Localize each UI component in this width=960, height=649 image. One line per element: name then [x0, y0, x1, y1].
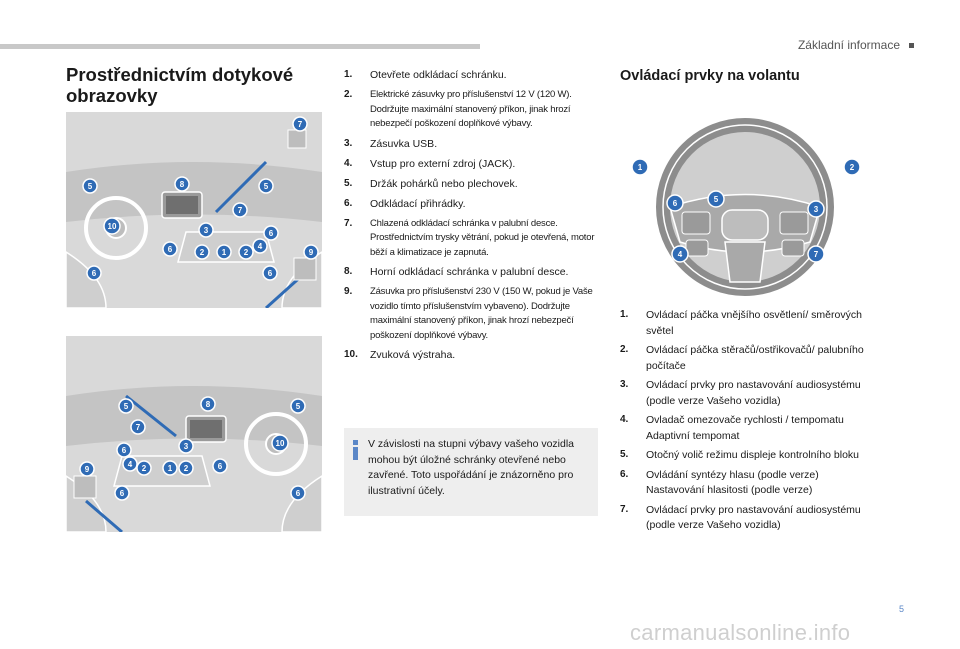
- info-icon: [353, 440, 359, 460]
- list-item: 6. Ovládání syntézy hlasu (podle verze) Nastavování hlasitosti (podle verze): [620, 468, 819, 496]
- svg-text:6: 6: [167, 245, 173, 254]
- list-item: 5. Otočný volič režimu displeje kontrolního bloku: [620, 449, 860, 461]
- page-number: 5: [898, 604, 904, 614]
- section-title: Základní informace: [797, 38, 900, 52]
- svg-text:2: 2: [243, 248, 249, 257]
- steering-controls-title: Ovládací prvky na volantu: [620, 68, 800, 84]
- svg-text:6: 6: [295, 489, 301, 498]
- svg-text:1: 1: [637, 163, 643, 172]
- list-item: 7. Chlazená odkládací schránka v palubní desce. Prostřednictvím trysky větrání, pokud je otevřená, motor běží a klimatizace je zapnutá.: [344, 217, 595, 258]
- list-item: 10. Zvuková výstraha.: [344, 349, 456, 361]
- section-marker: [909, 43, 914, 48]
- svg-text:2: 2: [141, 464, 147, 473]
- storage-list: [344, 68, 600, 368]
- list-item: 3. Zásuvka USB.: [344, 137, 438, 150]
- list-item: 1. Otevřete odkládací schránku.: [344, 69, 507, 81]
- page-title: [66, 64, 316, 106]
- svg-text:10: 10: [107, 222, 117, 231]
- list-item: 3. Ovládací prvky pro nastavování audiosystému (podle verze Vašeho vozidla): [620, 379, 861, 407]
- info-note-text: V závislosti na stupni výbavy vašeho vozidla mohou být úložné schránky otevřené nebo zavřené. Toto uspořádání je znázorněno pro ilustrativní účely.: [368, 438, 575, 497]
- svg-text:6: 6: [672, 199, 678, 208]
- svg-text:5: 5: [713, 195, 719, 204]
- steering-controls-list: [620, 308, 880, 538]
- svg-text:7: 7: [135, 423, 141, 432]
- dashboard-illustration-lhd: [66, 112, 322, 308]
- svg-text:4: 4: [127, 460, 133, 469]
- svg-text:6: 6: [121, 446, 127, 455]
- list-item: 4. Vstup pro externí zdroj (JACK).: [344, 157, 516, 170]
- svg-text:5: 5: [295, 402, 301, 411]
- svg-text:3: 3: [813, 205, 819, 214]
- dashboard-illustration-rhd: [66, 336, 322, 532]
- svg-text:7: 7: [297, 120, 303, 129]
- page-title-line-2: obrazovky: [66, 85, 158, 106]
- dashboard-lhd-drawing: [66, 112, 322, 308]
- svg-text:2: 2: [199, 248, 205, 257]
- list-item: 6. Odkládací přihrádky.: [344, 197, 466, 210]
- svg-text:4: 4: [677, 250, 683, 259]
- svg-text:1: 1: [221, 248, 227, 257]
- list-item: 7. Ovládací prvky pro nastavování audiosystému (podle verze Vašeho vozidla): [620, 503, 861, 531]
- list-item: 9. Zásuvka pro příslušenství 230 V (150 W, pokud je Vaše vozidlo tímto příslušenstvím vybaveno). Dodržujte maximální stanovený příkon, jinak hrozí nebezpečí poškození doplňkové výbavy.: [344, 286, 593, 341]
- svg-text:3: 3: [203, 226, 209, 235]
- list-item: 2. Ovládací páčka stěračů/ostřikovačů/ palubního počítače: [620, 344, 864, 372]
- svg-text:3: 3: [183, 442, 189, 451]
- svg-text:7: 7: [237, 206, 243, 215]
- svg-text:5: 5: [87, 182, 93, 191]
- info-note: [344, 428, 598, 516]
- svg-text:5: 5: [263, 182, 269, 191]
- list-item: 5. Držák pohárků nebo plechovek.: [344, 177, 518, 190]
- svg-text:7: 7: [813, 250, 819, 259]
- svg-text:9: 9: [308, 248, 314, 257]
- svg-text:6: 6: [268, 229, 274, 238]
- svg-text:2: 2: [849, 163, 855, 172]
- svg-text:4: 4: [257, 242, 263, 251]
- steering-wheel-illustration: [620, 112, 870, 298]
- list-item: 4. Ovladač omezovače rychlosti / tempomatu Adaptivní tempomat: [620, 414, 844, 442]
- svg-text:9: 9: [84, 465, 90, 474]
- dashboard-rhd-drawing: [66, 336, 322, 532]
- svg-text:5: 5: [123, 402, 129, 411]
- svg-text:6: 6: [119, 489, 125, 498]
- header-rule: [0, 44, 480, 49]
- list-item: 1. Ovládací páčka vnějšího osvětlení/ směrových světel: [620, 309, 862, 337]
- svg-text:2: 2: [183, 464, 189, 473]
- list-item: 8. Horní odkládací schránka v palubní desce.: [344, 266, 569, 278]
- svg-text:8: 8: [179, 180, 185, 189]
- svg-text:10: 10: [275, 439, 285, 448]
- svg-text:8: 8: [205, 400, 211, 409]
- list-item: 2. Elektrické zásuvky pro příslušenství 12 V (120 W). Dodržujte maximální stanovený příkon, jinak hrozí nebezpečí poškození doplňkové výbavy.: [344, 89, 572, 129]
- svg-text:6: 6: [91, 269, 97, 278]
- watermark: carmanualsonline.info: [630, 620, 851, 645]
- page-title-line-1: Prostřednictvím dotykové: [66, 64, 294, 85]
- svg-text:1: 1: [167, 464, 173, 473]
- svg-text:6: 6: [217, 462, 223, 471]
- svg-text:6: 6: [267, 269, 273, 278]
